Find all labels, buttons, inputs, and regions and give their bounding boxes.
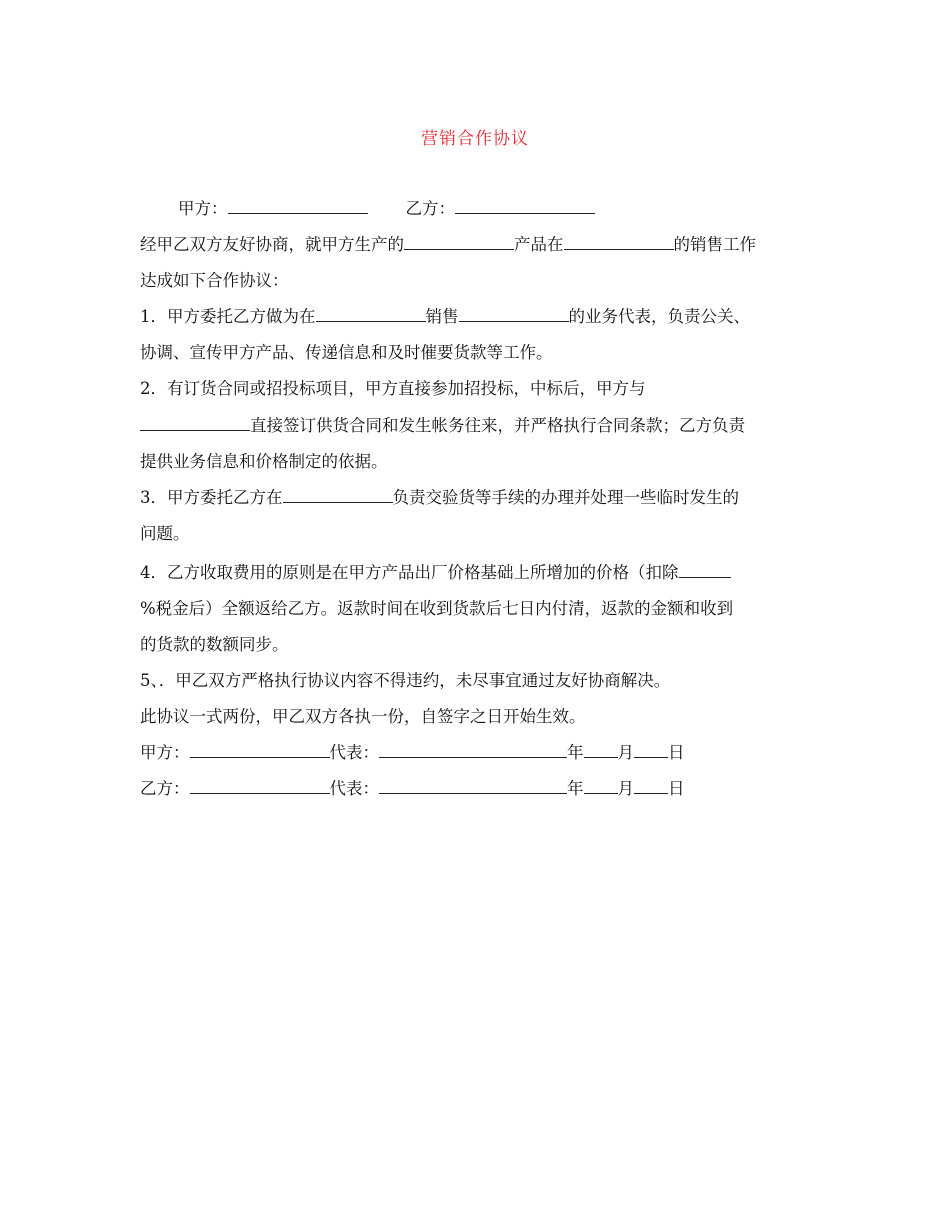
party-a-label: 甲方：: [178, 199, 228, 218]
region-blank: [564, 235, 674, 250]
clause2-line-1: 2．有订货合同或招投标项目，甲方直接参加招投标，中标后，甲方与: [140, 379, 646, 398]
clause1-line-1: [140, 307, 830, 327]
clause4-line-3: 的货款的数额同步。: [140, 635, 289, 654]
clause3-line-1: [140, 488, 830, 508]
signature-year-label: 年: [567, 779, 584, 798]
clause2-party-blank: [140, 416, 250, 431]
product-blank: [404, 235, 514, 250]
clause1-text-3: 的业务代表，负责公关、: [568, 307, 750, 326]
party-b-blank: [455, 199, 595, 214]
signature-party-label: 甲方：: [140, 743, 190, 762]
signature-day-blank: [634, 743, 668, 758]
signature-month-label: 月: [617, 743, 634, 762]
signature-row-party-b: [140, 779, 685, 799]
signature-party-blank: [190, 743, 330, 758]
clause4-line-2: %税金后）全额返给乙方。返款时间在收到货款后七日内付清，返款的金额和收到: [140, 599, 734, 618]
clause1-text-2: 销售: [425, 307, 459, 326]
clause1-line-2: 协调、宣传甲方产品、传递信息和及时催要货款等工作。: [140, 343, 553, 362]
signature-row-party-a: [140, 743, 685, 763]
clause1-product-blank: [459, 307, 569, 322]
intro-line-1: [140, 235, 830, 255]
party-b-label: 乙方：: [405, 199, 455, 218]
clause2-line-2: [140, 416, 830, 436]
clause3-text-1: 3．甲方委托乙方在: [140, 488, 283, 507]
signature-month-blank: [584, 743, 618, 758]
signature-month-label: 月: [617, 779, 634, 798]
clause1-text-1: 1．甲方委托乙方做为在: [140, 307, 316, 326]
signature-day-label: 日: [668, 743, 685, 762]
clause4-text-1: 4．乙方收取费用的原则是在甲方产品出厂价格基础上所增加的价格（扣除: [140, 563, 679, 582]
closing-line: 此协议一式两份，甲乙双方各执一份，自签字之日开始生效。: [140, 707, 586, 726]
intro-text-2: 产品在: [514, 235, 564, 254]
parties-line: [178, 199, 868, 219]
clause5-line: 5、．甲乙双方严格执行协议内容不得违约，未尽事宜通过友好协商解决。: [140, 671, 671, 690]
clause3-location-blank: [283, 488, 393, 503]
clause2-line-3: 提供业务信息和价格制定的依据。: [140, 452, 388, 471]
signature-rep-label: 代表：: [329, 743, 379, 762]
clause4-line-1: [140, 563, 830, 583]
signature-party-label: 乙方：: [140, 779, 190, 798]
clause3-line-2: 问题。: [140, 524, 190, 543]
clause3-text-2: 负责交验货等手续的办理并处理一些临时发生的: [392, 488, 739, 507]
signature-party-blank: [190, 779, 330, 794]
signature-rep-label: 代表：: [329, 779, 379, 798]
intro-line-2: 达成如下合作协议：: [140, 271, 289, 290]
party-a-blank: [228, 199, 368, 214]
clause2-text-2: 直接签订供货合同和发生帐务往来，并严格执行合同条款；乙方负责: [250, 416, 745, 435]
intro-text-3: 的销售工作: [673, 235, 756, 254]
signature-day-label: 日: [668, 779, 685, 798]
signature-day-blank: [634, 779, 668, 794]
signature-month-blank: [584, 779, 618, 794]
signature-rep-blank: [379, 743, 567, 758]
clause1-region-blank: [316, 307, 426, 322]
intro-text-1: 经甲乙双方友好协商，就甲方生产的: [140, 235, 404, 254]
signature-rep-blank: [379, 779, 567, 794]
tax-percent-blank: [679, 563, 731, 578]
document-title: 营销合作协议: [421, 129, 529, 149]
signature-year-label: 年: [567, 743, 584, 762]
